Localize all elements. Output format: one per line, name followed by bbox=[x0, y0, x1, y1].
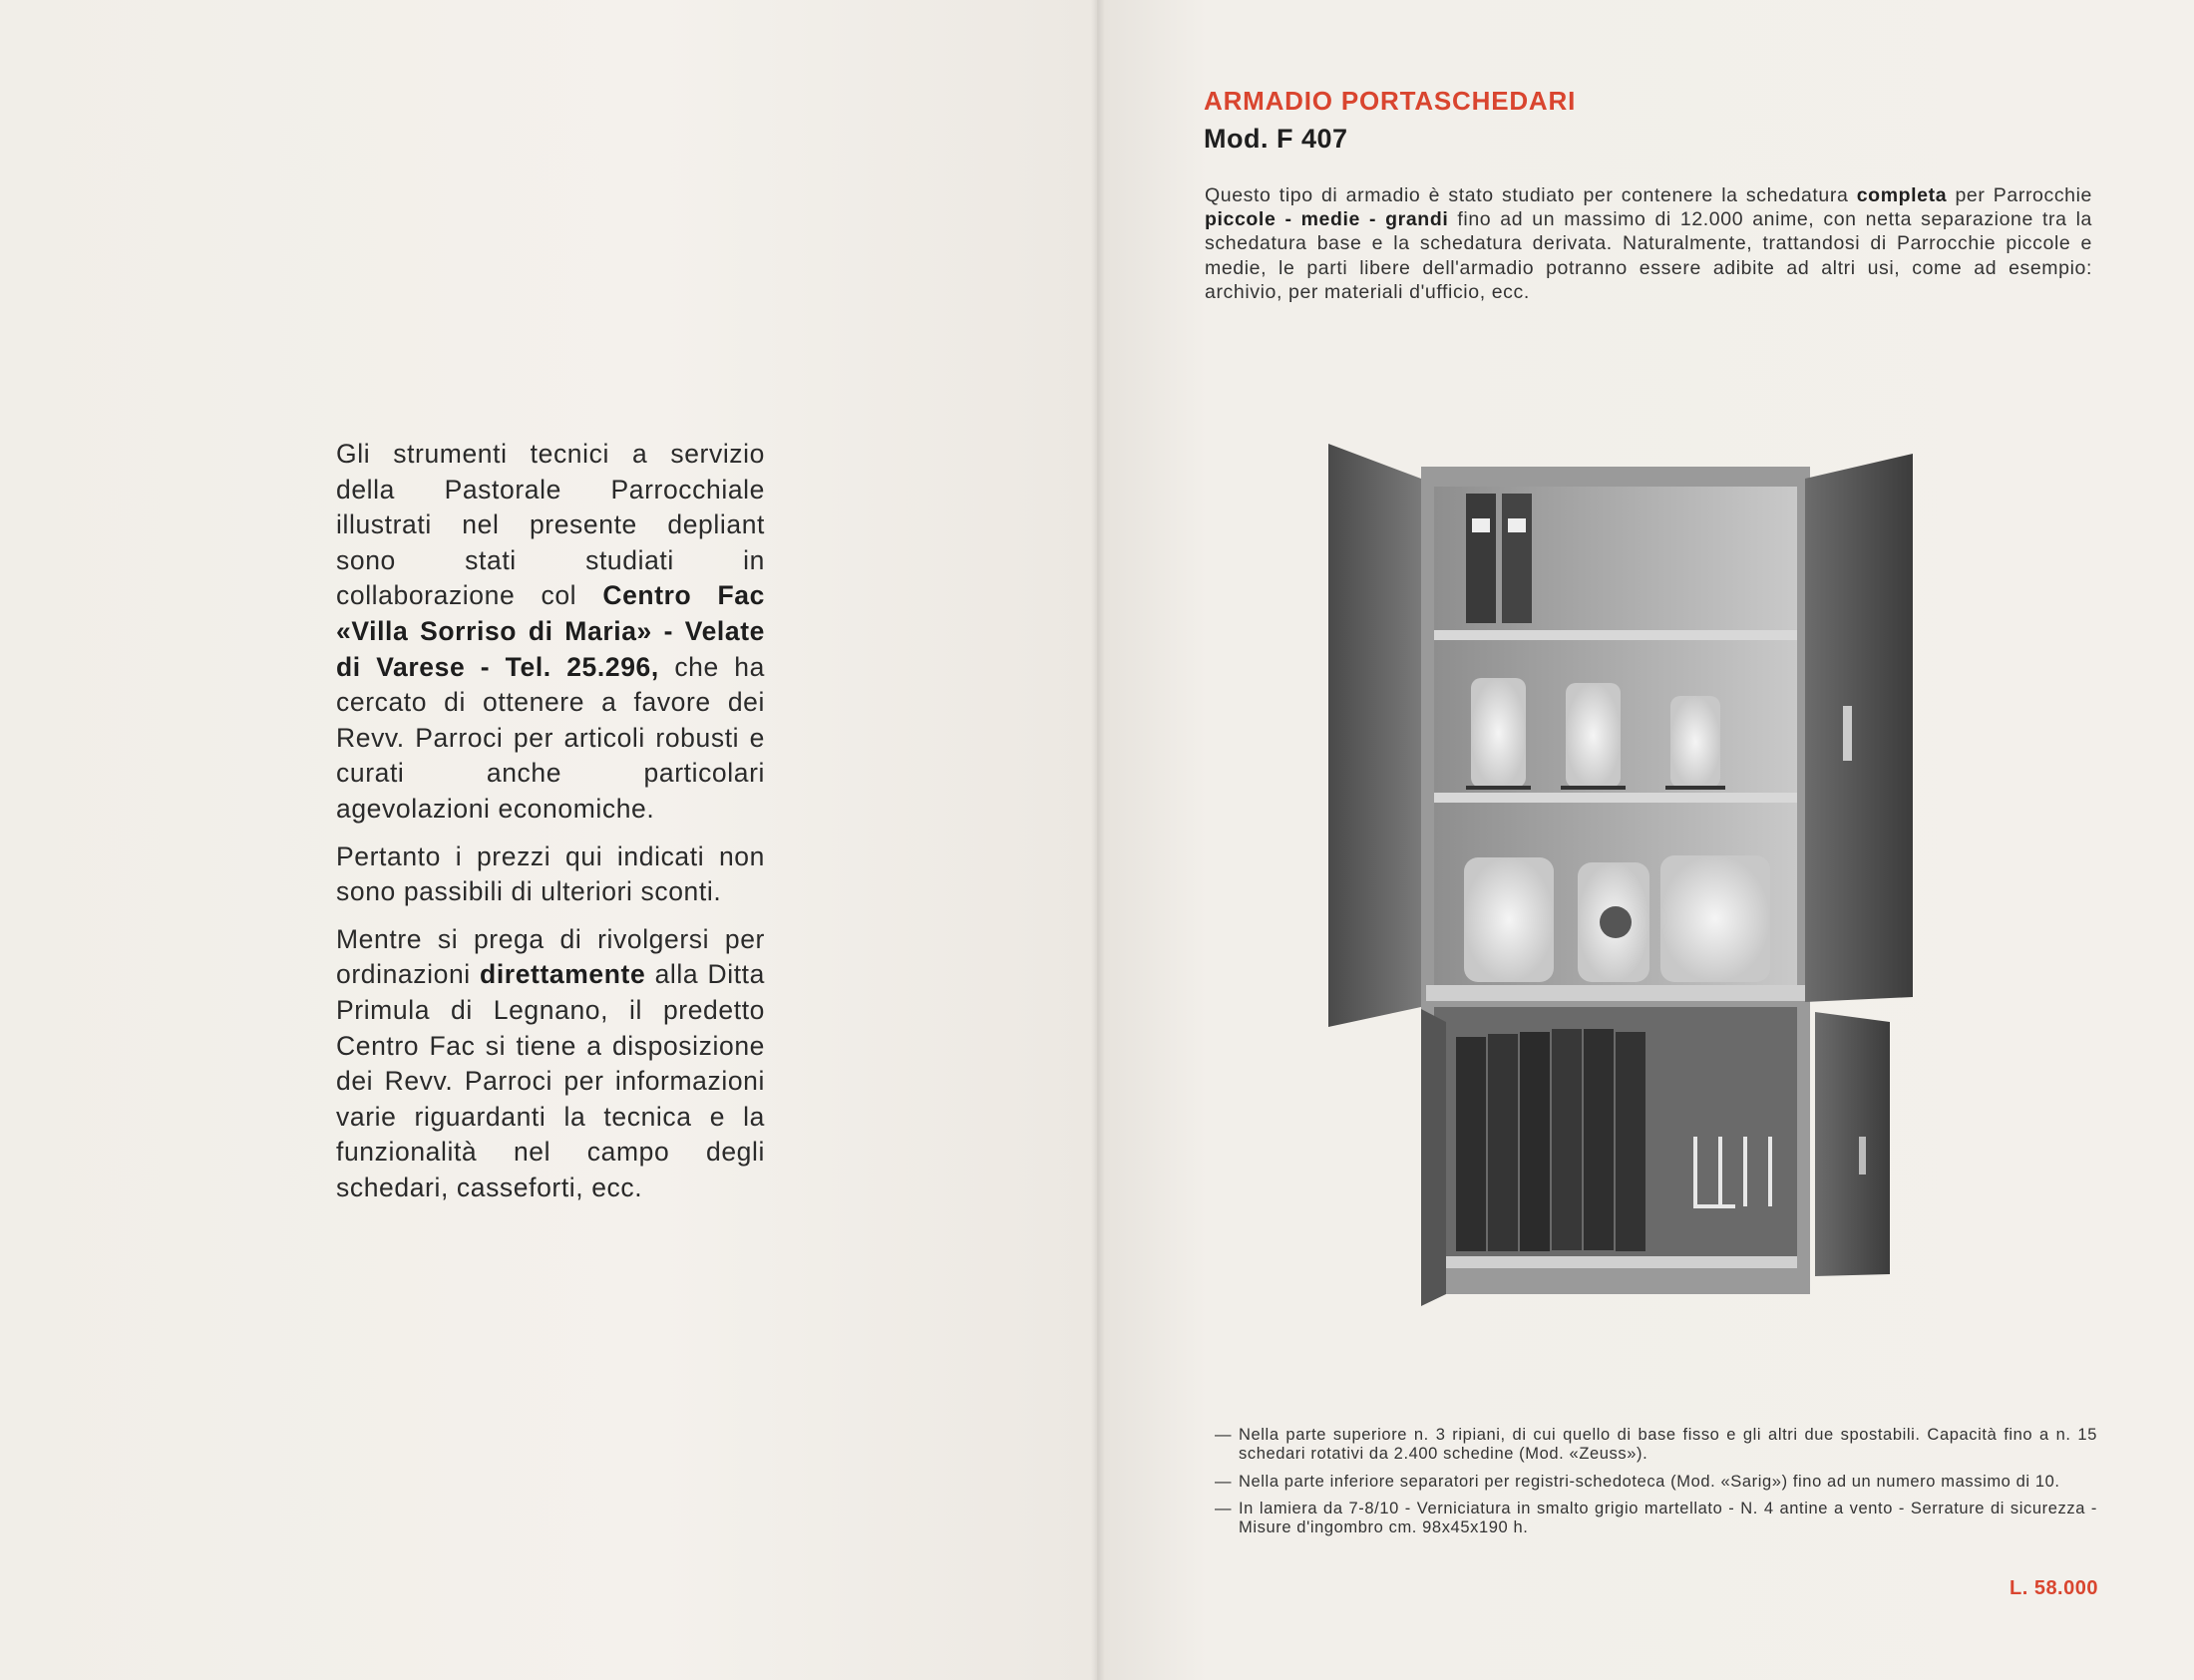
feature-item bbox=[1215, 1500, 2097, 1537]
page-fold bbox=[1091, 0, 1105, 1680]
upper-right-door bbox=[1805, 454, 1913, 1002]
door-handle bbox=[1859, 1137, 1866, 1175]
desc-part-1: Questo tipo di armadio è stato studiato per contenere la schedatura bbox=[1205, 184, 1857, 206]
feature-text: In lamiera da 7-8/10 - Verniciatura in smalto grigio martellato - N. 4 antine a vento - Serrature di sicurezza - Misure d'ingombro cm. 98x45x190 h. bbox=[1239, 1500, 2097, 1537]
product-price: L. 58.000 bbox=[2009, 1577, 2098, 1599]
rotary-files-row bbox=[1464, 855, 1770, 982]
binder-label bbox=[1508, 518, 1526, 532]
desc-bold-1: completa bbox=[1856, 184, 1948, 206]
binder bbox=[1466, 494, 1496, 623]
order-text-a: Mentre si prega di rivolgersi per ordinazioni bbox=[336, 923, 765, 990]
feature-item bbox=[1215, 1426, 2097, 1464]
feature-text: Nella parte superiore n. 3 ripiani, di cui quello di base fisso e gli altri due spostabili. Capacità fino a n. 15 schedari rotativi da 2.400 schedine (Mod. «Zeuss»). bbox=[1239, 1426, 2097, 1463]
upper-left-door bbox=[1328, 444, 1421, 1027]
intro-paragraph-1 bbox=[336, 437, 765, 828]
lower-right-door bbox=[1815, 1012, 1890, 1276]
order-text-b: alla Ditta Primula di Legnano, il predetto Centro Fac si tiene a disposizione dei Revv. Parroci per informazioni varie riguardanti la tecnica e la funzionalità nel campo degli schedari, casseforti, ecc. bbox=[336, 959, 765, 1202]
product-description bbox=[1205, 183, 2092, 304]
feature-text: Nella parte inferiore separatori per registri-schedoteca (Mod. «Sarig») fino ad un numero massimo di 10. bbox=[1239, 1472, 2060, 1491]
feature-list bbox=[1215, 1426, 2097, 1546]
feature-dash: — bbox=[1215, 1500, 1233, 1518]
shelf bbox=[1434, 793, 1797, 803]
feature-item bbox=[1215, 1473, 2097, 1492]
desc-bold-2: piccole - medie - grandi bbox=[1205, 208, 1449, 231]
product-title: ARMADIO PORTASCHEDARI bbox=[1204, 86, 1577, 116]
intro-text-a: Gli strumenti tecnici a servizio della Pastorale Parrocchiale illustrati nel presente depliant sono stati studiati in collaborazione col bbox=[336, 439, 765, 611]
intro-text-b: che ha cercato di ottenere a favore dei Revv. Parroci per articoli robusti e curati anche particolari agevolazioni economiche. bbox=[336, 651, 765, 824]
desc-part-2: per Parrocchie bbox=[1947, 184, 2092, 206]
shelf-base bbox=[1426, 985, 1805, 1001]
binder bbox=[1502, 494, 1532, 623]
door-handle bbox=[1843, 706, 1852, 761]
product-model: Mod. F 407 bbox=[1204, 124, 1348, 154]
intro-paragraph-2: Pertanto i prezzi qui indicati non sono passibili di ulteriori sconti. bbox=[336, 840, 765, 907]
intro-text bbox=[336, 437, 765, 1217]
lower-left-door bbox=[1421, 1009, 1446, 1306]
shelf bbox=[1434, 630, 1797, 640]
centro-fac-contact: Centro Fac «Villa Sorriso di Maria» - Velate di Varese - Tel. 25.296, bbox=[336, 580, 765, 682]
order-bold: direttamente bbox=[480, 959, 646, 990]
lower-shelf bbox=[1434, 1256, 1797, 1268]
intro-paragraph-3 bbox=[336, 922, 765, 1206]
desc-part-3: fino ad un massimo di 12.000 anime, con netta separazione tra la schedatura base e la schedatura derivata. Naturalmente, trattandosi di Parrocchie piccole e medie, le parti libere dell'armadio potranno essere adibite ad altri usi, come ad esempio: archivio, per materiali d'ufficio, ecc. bbox=[1205, 208, 2092, 303]
binder-label bbox=[1472, 518, 1490, 532]
cabinet-photo bbox=[1316, 439, 1975, 1306]
feature-dash: — bbox=[1215, 1472, 1233, 1491]
feature-dash: — bbox=[1215, 1426, 1233, 1444]
